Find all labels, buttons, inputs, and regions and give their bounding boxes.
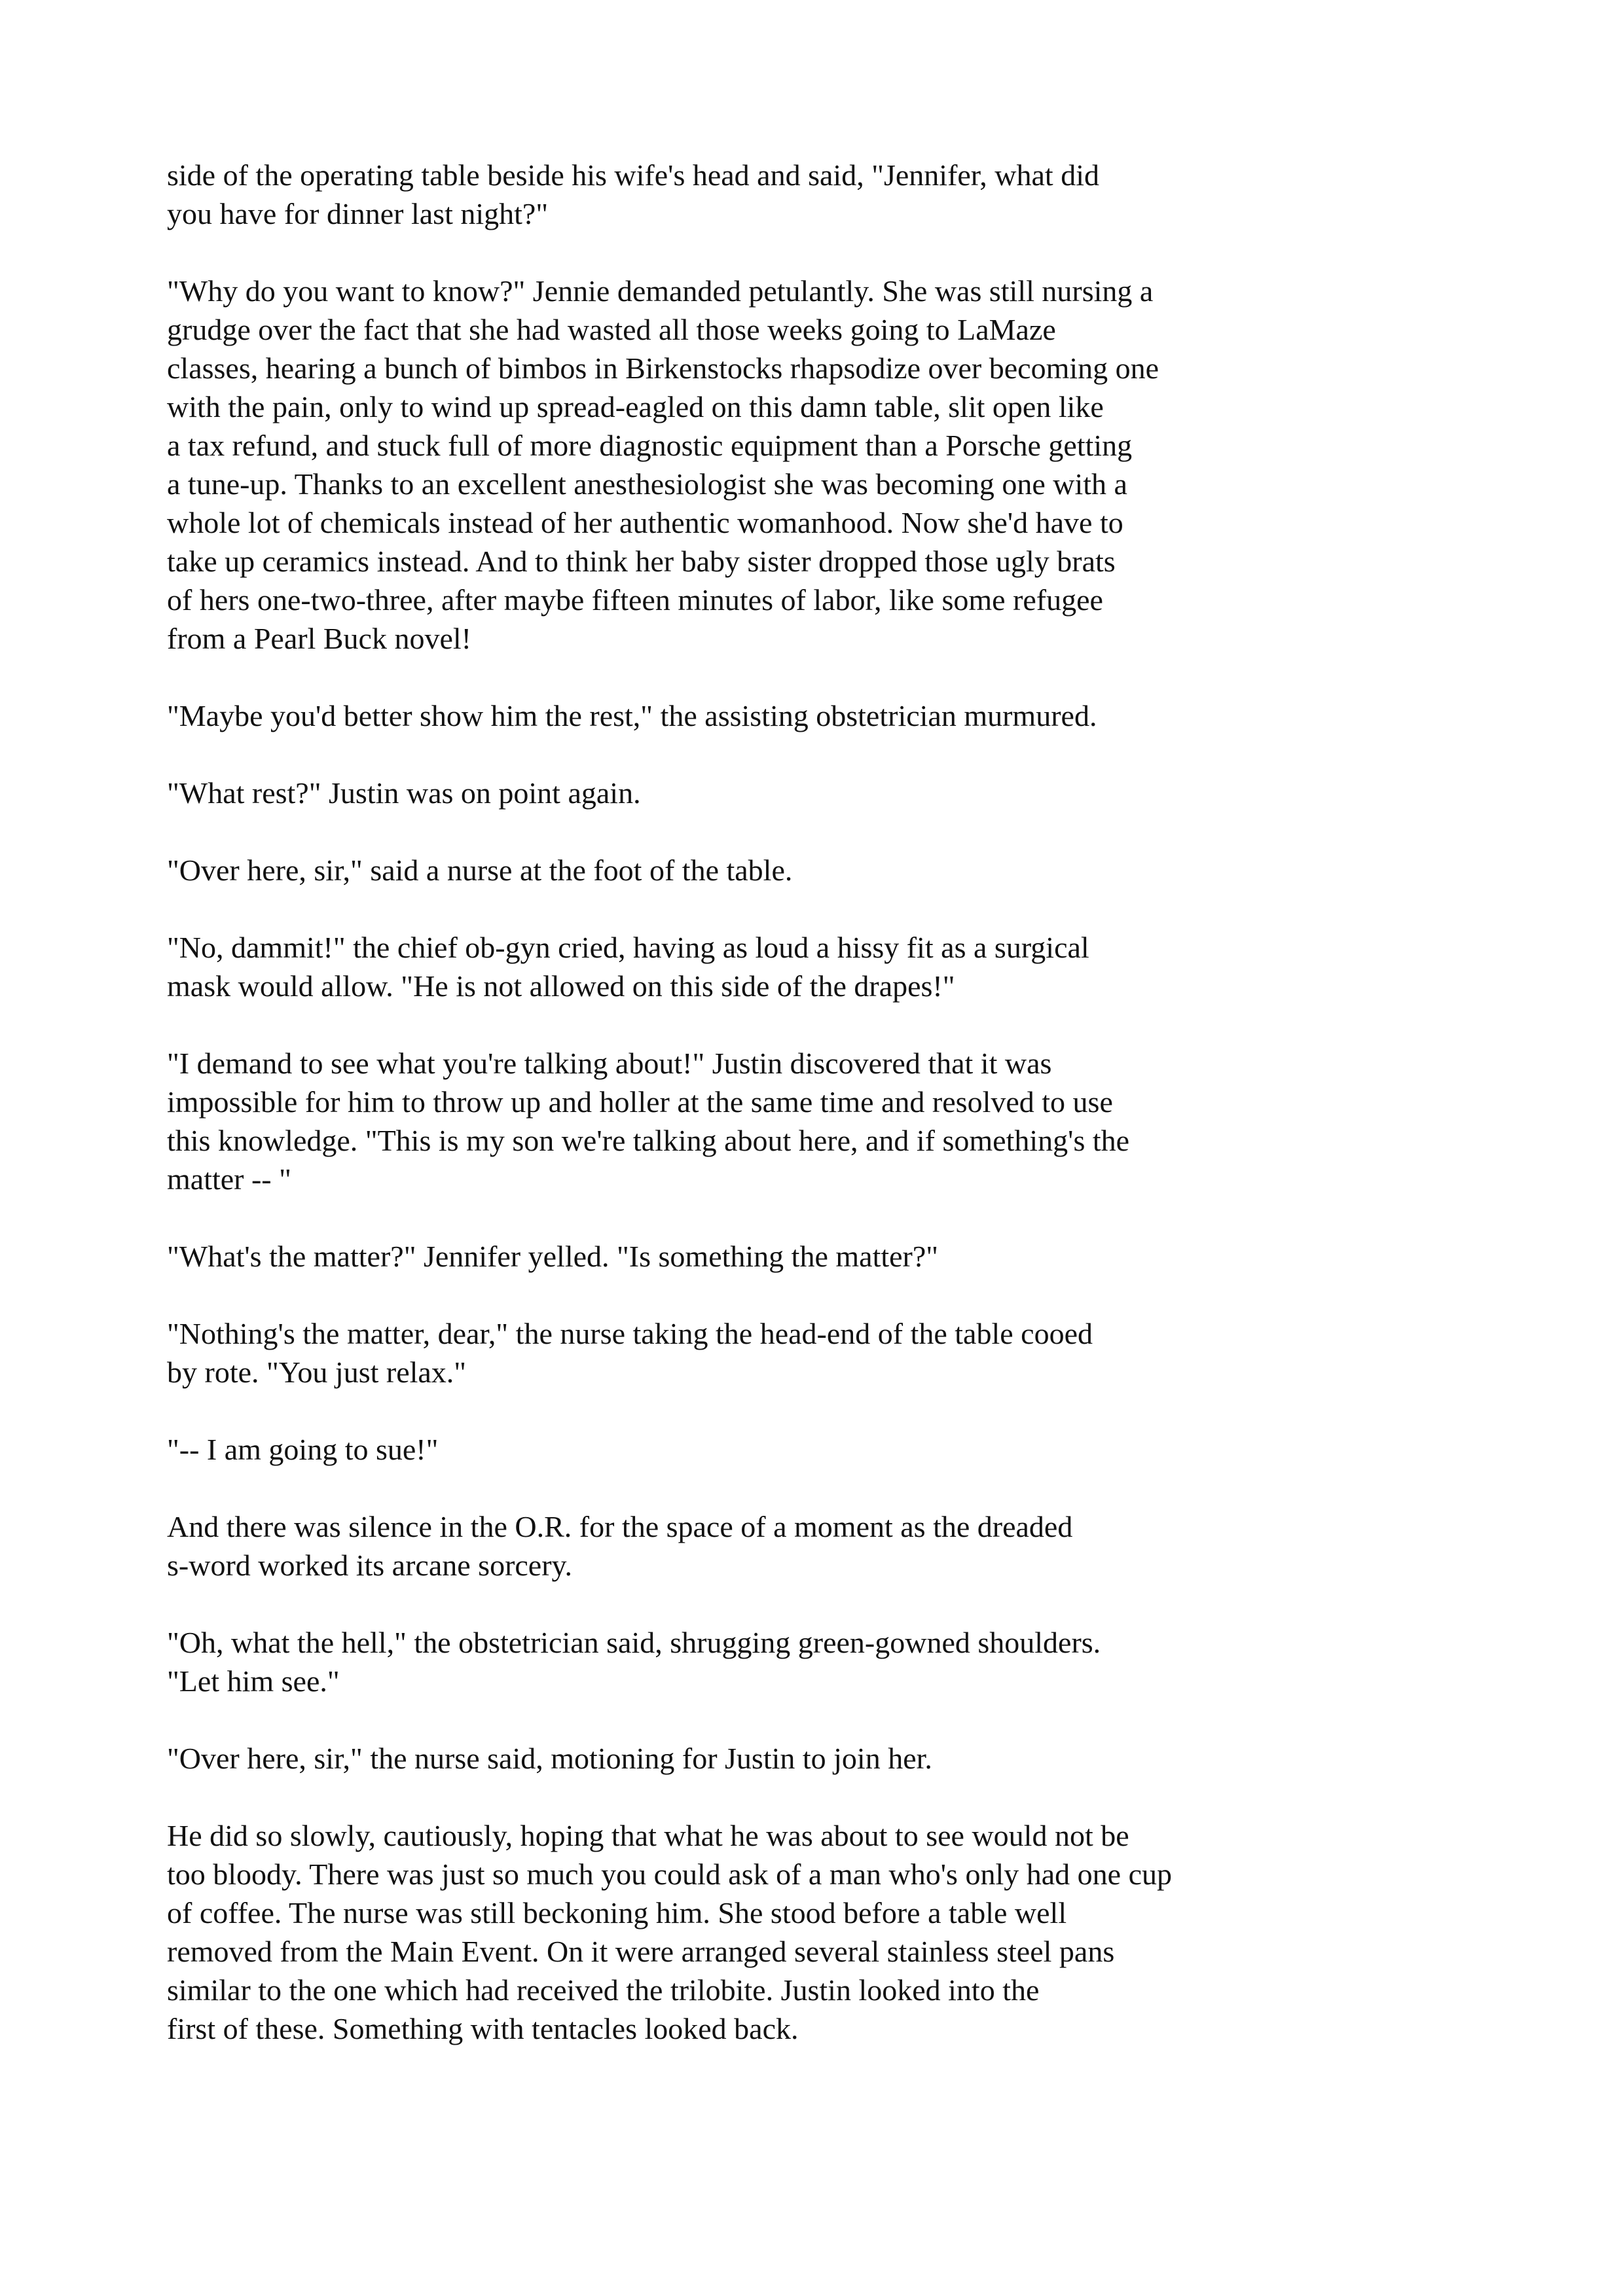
text-line: impossible for him to throw up and holler at the same time and resolved to use — [167, 1085, 1113, 1119]
paragraph — [167, 851, 1476, 889]
text-line: side of the operating table beside his wife's head and said, "Jennifer, what did — [167, 158, 1099, 192]
text-line: "Nothing's the matter, dear," the nurse taking the head-end of the table cooed — [167, 1317, 1093, 1350]
text-line: a tax refund, and stuck full of more diagnostic equipment than a Porsche getting — [167, 429, 1133, 462]
text-line: similar to the one which had received the trilobite. Justin looked into the — [167, 1973, 1040, 2007]
text-line: with the pain, only to wind up spread-eagled on this damn table, slit open like — [167, 390, 1104, 423]
paragraph — [167, 272, 1476, 658]
text-line: matter -- " — [167, 1162, 291, 1196]
text-line: "Over here, sir," the nurse said, motioning for Justin to join her. — [167, 1742, 932, 1775]
text-line: mask would allow. "He is not allowed on this side of the drapes!" — [167, 969, 955, 1003]
text-line: this knowledge. "This is my son we're talking about here, and if something's the — [167, 1124, 1130, 1157]
text-line: He did so slowly, cautiously, hoping that what he was about to see would not be — [167, 1819, 1129, 1852]
paragraph — [167, 774, 1476, 812]
paragraph — [167, 696, 1476, 735]
paragraph — [167, 1314, 1476, 1391]
text-body — [167, 156, 1476, 2087]
text-line: take up ceramics instead. And to think her baby sister dropped those ugly brats — [167, 545, 1116, 578]
paragraph — [167, 1044, 1476, 1198]
paragraph — [167, 1507, 1476, 1585]
text-line: "Maybe you'd better show him the rest," the assisting obstetrician murmured. — [167, 699, 1097, 732]
text-line: "What rest?" Justin was on point again. — [167, 776, 641, 810]
paragraph — [167, 1430, 1476, 1469]
paragraph — [167, 1816, 1476, 2048]
text-line: grudge over the fact that she had wasted all those weeks going to LaMaze — [167, 313, 1056, 346]
paragraph — [167, 156, 1476, 233]
text-line: classes, hearing a bunch of bimbos in Birkenstocks rhapsodize over becoming one — [167, 351, 1159, 385]
paragraph — [167, 1623, 1476, 1700]
text-line: "What's the matter?" Jennifer yelled. "Is something the matter?" — [167, 1240, 939, 1273]
text-line: of coffee. The nurse was still beckoning him. She stood before a table well — [167, 1896, 1067, 1929]
text-line: removed from the Main Event. On it were arranged several stainless steel pans — [167, 1935, 1115, 1968]
text-line: "-- I am going to sue!" — [167, 1433, 439, 1466]
text-line: s-word worked its arcane sorcery. — [167, 1549, 573, 1582]
text-line: "Why do you want to know?" Jennie demanded petulantly. She was still nursing a — [167, 274, 1154, 308]
text-line: "Over here, sir," said a nurse at the foot of the table. — [167, 853, 793, 887]
text-line: a tune-up. Thanks to an excellent anesthesiologist she was becoming one with a — [167, 467, 1127, 501]
text-line: "No, dammit!" the chief ob-gyn cried, having as loud a hissy fit as a surgical — [167, 931, 1089, 964]
paragraph — [167, 928, 1476, 1005]
text-line: whole lot of chemicals instead of her authentic womanhood. Now she'd have to — [167, 506, 1123, 539]
text-line: by rote. "You just relax." — [167, 1355, 467, 1389]
text-line: from a Pearl Buck novel! — [167, 622, 471, 655]
text-line: too bloody. There was just so much you could ask of a man who's only had one cup — [167, 1857, 1172, 1891]
paragraph — [167, 1237, 1476, 1276]
text-line: first of these. Something with tentacles looked back. — [167, 2012, 799, 2045]
text-line: "I demand to see what you're talking about!" Justin discovered that it was — [167, 1047, 1052, 1080]
text-line: And there was silence in the O.R. for the space of a moment as the dreaded — [167, 1510, 1073, 1543]
paragraph — [167, 1739, 1476, 1778]
text-line: you have for dinner last night?" — [167, 197, 549, 230]
text-line: "Let him see." — [167, 1664, 340, 1698]
text-line: "Oh, what the hell," the obstetrician said, shrugging green-gowned shoulders. — [167, 1626, 1101, 1659]
text-line: of hers one-two-three, after maybe fifteen minutes of labor, like some refugee — [167, 583, 1103, 617]
